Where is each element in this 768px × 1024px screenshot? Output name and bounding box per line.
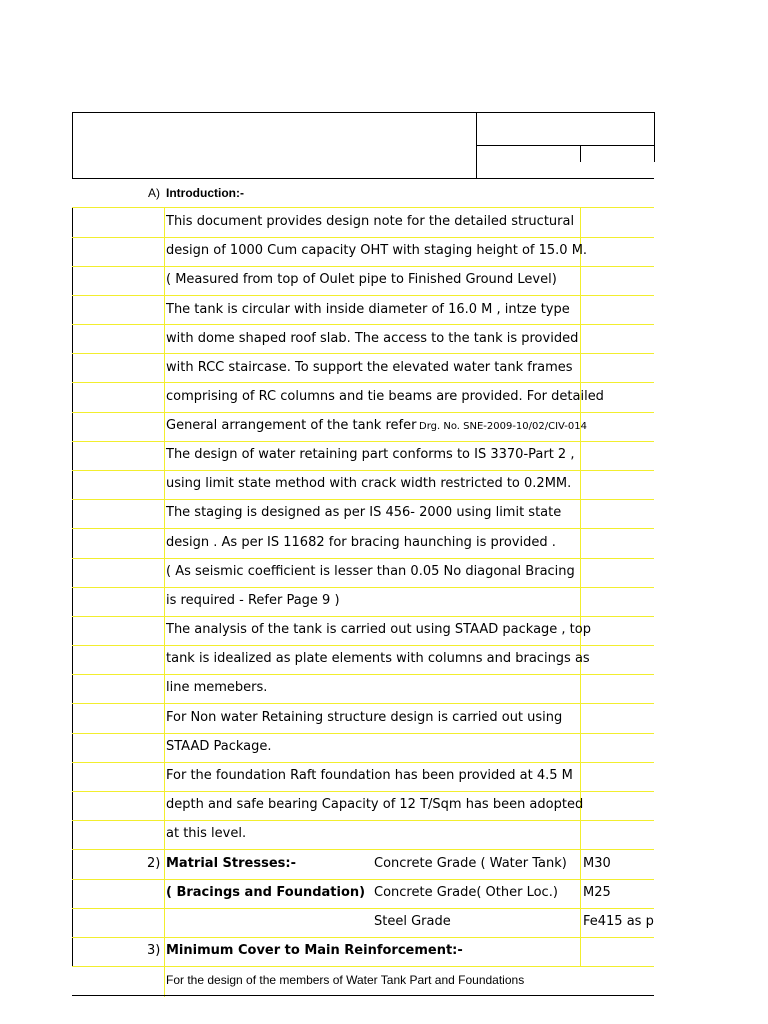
intro-line: For the foundation Raft foundation has been provided at 4.5 M (166, 768, 573, 783)
grid-line (72, 353, 654, 354)
grid-line (72, 528, 654, 529)
grid-line (72, 324, 654, 325)
grid-line (72, 879, 654, 880)
intro-line: with RCC staircase. To support the elevated water tank frames (166, 360, 573, 375)
material-label: Concrete Grade( Other Loc.) (374, 885, 558, 900)
grid-line (72, 470, 654, 471)
section-a-number: A) (148, 186, 160, 200)
footer-line: For the design of the members of Water Tank Part and Foundations (166, 973, 525, 987)
material-value: M25 (583, 885, 611, 900)
grid-line (72, 295, 654, 296)
section-2-subtitle: ( Bracings and Foundation) (166, 885, 366, 900)
intro-line: design of 1000 Cum capacity OHT with staging height of 15.0 M. (166, 243, 588, 258)
grid-line (72, 703, 654, 704)
grid-line (72, 558, 654, 559)
intro-line: ( As seismic coefficient is lesser than 0.05 No diagonal Bracing (166, 564, 575, 579)
section-2-number: 2) (147, 856, 161, 871)
intro-line: The design of water retaining part conforms to IS 3370-Part 2 , (166, 447, 575, 462)
grid-line (72, 587, 654, 588)
grid-line (72, 382, 654, 383)
section-2-title: Matrial Stresses:- (166, 856, 296, 871)
grid-line (72, 937, 654, 938)
section-3-number: 3) (147, 943, 161, 958)
material-label: Steel Grade (374, 914, 451, 929)
intro-line: design . As per IS 11682 for bracing haunching is provided . (166, 535, 556, 550)
material-label: Concrete Grade ( Water Tank) (374, 856, 567, 871)
grid-line (72, 616, 654, 617)
grid-line (72, 645, 654, 646)
intro-line: This document provides design note for the detailed structural (166, 214, 575, 229)
intro-line: line memebers. (166, 680, 268, 695)
grid-line (72, 762, 654, 763)
material-value: Fe415 as p (583, 914, 654, 929)
grid-line (72, 237, 654, 238)
grid-line (72, 908, 654, 909)
grid-line (72, 820, 654, 821)
intro-line: using limit state method with crack width restricted to 0.2MM. (166, 476, 572, 491)
intro-line: The staging is designed as per IS 456- 2000 using limit state (166, 505, 562, 520)
intro-line: at this level. (166, 826, 247, 841)
intro-line: depth and safe bearing Capacity of 12 T/Sqm has been adopted (166, 797, 584, 812)
intro-line: The tank is circular with inside diameter of 16.0 M , intze type (166, 302, 570, 317)
intro-line: comprising of RC columns and tie beams are provided. For detailed (166, 389, 604, 404)
intro-line: STAAD Package. (166, 739, 272, 754)
section-3-title: Minimum Cover to Main Reinforcement:- (166, 943, 463, 958)
grid-line (72, 791, 654, 792)
grid-line (72, 499, 654, 500)
intro-line: The analysis of the tank is carried out using STAAD package , top (166, 622, 591, 637)
grid-line (72, 966, 654, 967)
intro-line: General arrangement of the tank refer (166, 418, 417, 433)
section-a-title: Introduction:- (166, 186, 244, 200)
intro-line: is required - Refer Page 9 ) (166, 593, 340, 608)
intro-line: tank is idealized as plate elements with columns and bracings as (166, 651, 590, 666)
grid-line (72, 266, 654, 267)
grid-line (72, 207, 654, 208)
grid-line (72, 674, 654, 675)
grid-line (72, 733, 654, 734)
intro-line: ( Measured from top of Oulet pipe to Finished Ground Level) (166, 272, 557, 287)
grid-line (72, 849, 654, 850)
grid-line (72, 441, 654, 442)
grid-line (72, 412, 654, 413)
intro-line: For Non water Retaining structure design is carried out using (166, 710, 563, 725)
intro-line: with dome shaped roof slab. The access to the tank is provided (166, 331, 579, 346)
material-value: M30 (583, 856, 611, 871)
drawing-reference: Drg. No. SNE-2009-10/02/CIV-014 (419, 421, 588, 432)
